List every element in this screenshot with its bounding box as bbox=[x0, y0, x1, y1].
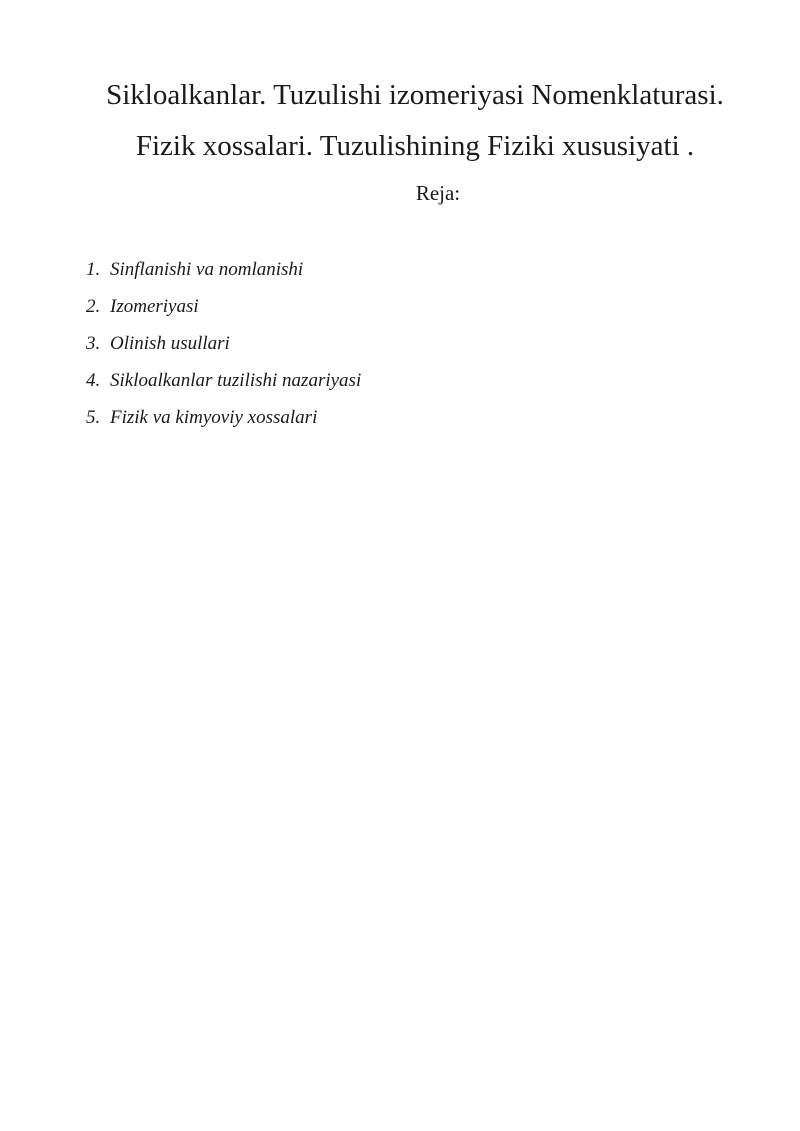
plan-item-2 bbox=[86, 294, 361, 331]
plan-item-text: Sinflanishi va nomlanishi bbox=[110, 259, 304, 280]
plan-item-text: Sikloalkanlar tuzilishi nazariyasi bbox=[110, 370, 362, 391]
plan-heading: Reja: bbox=[415, 181, 461, 205]
plan-item-text: Fizik va kimyoviy xossalari bbox=[110, 407, 318, 428]
plan-item-3 bbox=[86, 331, 361, 368]
plan-item-text: Olinish usullari bbox=[110, 333, 230, 354]
plan-list bbox=[86, 257, 361, 442]
document-title-line-2: Fizik xossalari. Tuzulishining Fiziki xususiyati . bbox=[135, 130, 695, 162]
plan-item-5 bbox=[86, 405, 361, 442]
plan-item-number: 4. bbox=[86, 370, 101, 391]
plan-item-number: 3. bbox=[86, 333, 101, 354]
plan-item-number: 2. bbox=[86, 296, 101, 317]
plan-item-text: Izomeriyasi bbox=[110, 296, 199, 317]
plan-item-number: 1. bbox=[86, 259, 101, 280]
plan-item-1 bbox=[86, 257, 361, 294]
plan-item-number: 5. bbox=[86, 407, 101, 428]
plan-item-4 bbox=[86, 368, 361, 405]
document-title-line-1: Sikloalkanlar. Tuzulishi izomeriyasi Nomenklaturasi. bbox=[106, 79, 724, 111]
